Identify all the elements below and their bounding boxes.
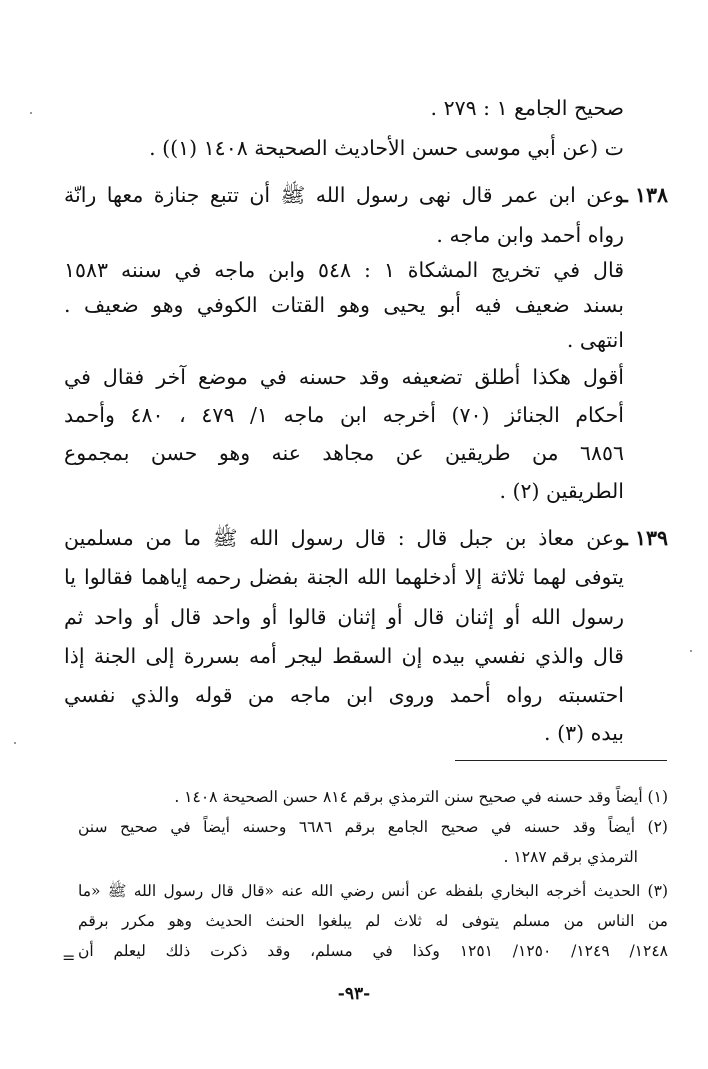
- footnote-3-line-2: من الناس من مسلم يتوفى له ثلاث لم يبلغوا الحنث الحديث وهو مكرر برقم: [78, 912, 668, 930]
- scan-speck: [14, 742, 16, 744]
- hadith-139-line-3: رسول الله أو إثنان قال أو إثنان قالوا أو واحد قال أو واحد ثم: [64, 605, 624, 629]
- hadith-138-line-7: أحكام الجنائز (٧٠) أخرجه ابن ماجه ١/ ٤٧٩ ، ٤٨٠ وأحمد: [64, 403, 624, 427]
- footnote-separator: [455, 760, 667, 761]
- footnote-2-line-2: الترمذي برقم ١٢٨٧ .: [503, 848, 638, 866]
- footnote-3-line-3: ١٢٤٨/ ١٢٤٩/ ١٢٥٠/ ١٢٥١ وكذا في مسلم، وقد ذكرت ذلك ليعلم أن: [78, 942, 668, 960]
- hadith-138-line-6: أقول هكذا أطلق تضعيفه وقد حسنه في موضع آخر فقال في: [64, 365, 624, 389]
- hadith-138-line-8: ٦٨٥٦ من طريقين عن مجاهد عنه وهو حسن بمجموع: [64, 441, 624, 465]
- hadith-138-line-9: الطريقين (٢) .: [499, 479, 624, 503]
- hadith-138-line-3: قال في تخريج المشكاة ١ : ٥٤٨ وابن ماجه في سننه ١٥٨٣: [64, 258, 624, 282]
- hadith-number: ١٣٩ ـ: [621, 526, 668, 550]
- continuation-mark: =: [62, 948, 76, 967]
- text-line-1: صحيح الجامع ١ : ٢٧٩ .: [430, 96, 624, 120]
- hadith-138-line-1: وعن ابن عمر قال نهى رسول الله ﷺ أن تتبع جنازة معها رانّة: [64, 183, 624, 207]
- hadith-138-line-4: بسند ضعيف فيه أبو يحيى وهو القتات الكوفي وهو ضعيف .: [64, 293, 624, 317]
- hadith-139-line-2: يتوفى لهما ثلاثة إلا أدخلهما الله الجنة بفضل رحمه إياهما فقالوا يا: [64, 565, 624, 589]
- page-number: -٩٣-: [337, 984, 371, 1004]
- footnote-3-line-1: (٣) الحديث أخرجه البخاري بلفظه عن أنس رضي الله عنه «قال قال رسول الله ﷺ «ما: [78, 882, 668, 900]
- hadith-138-line-2: رواه أحمد وابن ماجه .: [436, 223, 624, 247]
- hadith-138-line-5: انتهى .: [566, 328, 624, 352]
- hadith-139-line-5: احتسبته رواه أحمد وروى ابن ماجه من قوله والذي نفسي: [64, 683, 624, 707]
- hadith-139-line-4: قال والذي نفسي بيده إن السقط ليجر أمه بسررة إلى الجنة إذا: [64, 644, 624, 668]
- scan-speck: [690, 650, 692, 652]
- scan-speck: [30, 112, 32, 114]
- text-line-2: ت (عن أبي موسى حسن الأحاديث الصحيحة ١٤٠٨ (١)) .: [149, 136, 624, 160]
- hadith-139-line-1: وعن معاذ بن جبل قال : قال رسول الله ﷺ ما من مسلمين: [64, 526, 624, 550]
- footnote-2-line-1: (٢) أيضاً وقد حسنه في صحيح الجامع برقم ٦٦٨٦ وحسنه أيضاً في صحيح سنن: [78, 818, 668, 836]
- hadith-139-line-6: بيده (٣) .: [544, 721, 624, 745]
- footnote-1: (١) أيضاً وقد حسنه في صحيح سنن الترمذي برقم ٨١٤ حسن الصحيحة ١٤٠٨ .: [174, 788, 668, 806]
- hadith-number: ١٣٨ ـ: [621, 183, 668, 207]
